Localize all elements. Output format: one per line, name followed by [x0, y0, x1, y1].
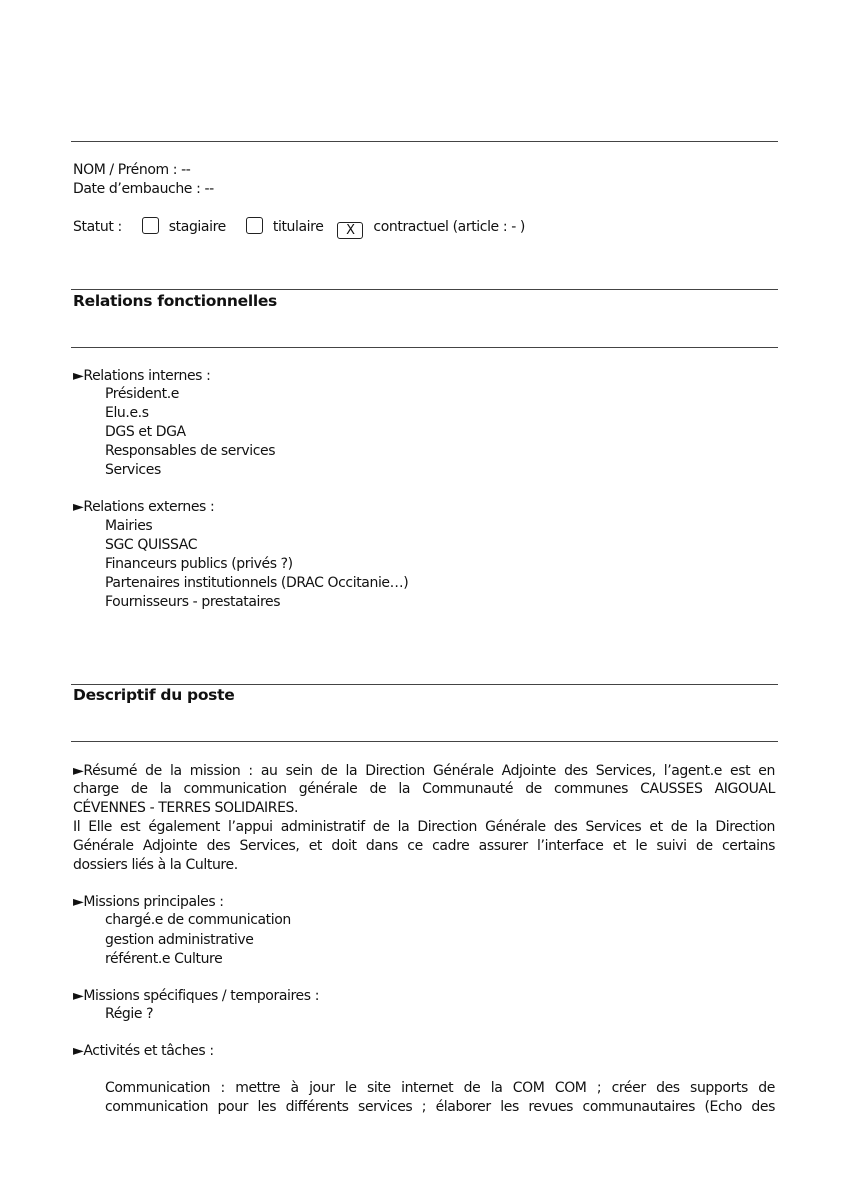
list-item: Mairies [105, 518, 153, 534]
status-label: Statut : [73, 219, 122, 235]
summary-line: ►Résumé de la mission : au sein de la Direction Générale Adjointe des Services, l’agent.e est en [73, 763, 775, 779]
summary-line: charge de la communication générale de la Communauté de communes CAUSSES AIGOUAL [73, 781, 775, 797]
divider [71, 347, 778, 348]
internal-title: ►Relations internes : [73, 368, 211, 384]
divider [71, 684, 778, 685]
checkbox-contractuel[interactable]: X [337, 222, 363, 239]
list-item: Financeurs publics (privés ?) [105, 556, 293, 572]
list-item: Elu.e.s [105, 405, 149, 421]
list-item: Fournisseurs - prestataires [105, 594, 281, 610]
option-label: stagiaire [168, 219, 226, 235]
checkbox-stagiaire[interactable] [142, 217, 159, 234]
checkbox-titulaire[interactable] [246, 217, 263, 234]
specific-missions-title: ►Missions spécifiques / temporaires : [73, 988, 320, 1004]
list-item: SGC QUISSAC [105, 537, 198, 553]
section-heading: Descriptif du poste [73, 686, 235, 704]
activity-line: Communication : mettre à jour le site internet de la COM COM ; créer des supports de [105, 1080, 775, 1096]
external-title: ►Relations externes : [73, 499, 215, 515]
list-item: Services [105, 462, 161, 478]
list-item: gestion administrative [105, 932, 254, 948]
summary-line: Générale Adjointe des Services, et doit dans ce cadre assurer l’interface et le suivi de certains [73, 838, 775, 854]
divider [71, 289, 778, 290]
divider [71, 741, 778, 742]
activity-line: communication pour les différents services ; élaborer les revues communautaires (Echo des [105, 1099, 775, 1115]
divider [71, 141, 778, 142]
summary-line: dossiers liés à la Culture. [73, 857, 238, 873]
hire-date-field: Date d’embauche : -- [73, 181, 214, 197]
list-item: Président.e [105, 386, 179, 402]
list-item: chargé.e de communication [105, 912, 291, 928]
status-row [73, 217, 525, 239]
list-item: Responsables de services [105, 443, 276, 459]
section-heading: Relations fonctionnelles [73, 292, 277, 310]
option-label: titulaire [272, 219, 324, 235]
summary-line: CÉVENNES - TERRES SOLIDAIRES. [73, 800, 299, 816]
option-label: contractuel (article : - ) [373, 219, 525, 235]
list-item: référent.e Culture [105, 951, 223, 967]
list-item: Partenaires institutionnels (DRAC Occitanie…) [105, 575, 409, 591]
main-missions-title: ►Missions principales : [73, 894, 224, 910]
list-item: DGS et DGA [105, 424, 186, 440]
name-field: NOM / Prénom : -- [73, 162, 191, 178]
summary-line: Il Elle est également l’appui administratif de la Direction Générale des Services et de la Direction [73, 819, 775, 835]
activities-title: ►Activités et tâches : [73, 1043, 214, 1059]
list-item: Régie ? [105, 1006, 154, 1022]
